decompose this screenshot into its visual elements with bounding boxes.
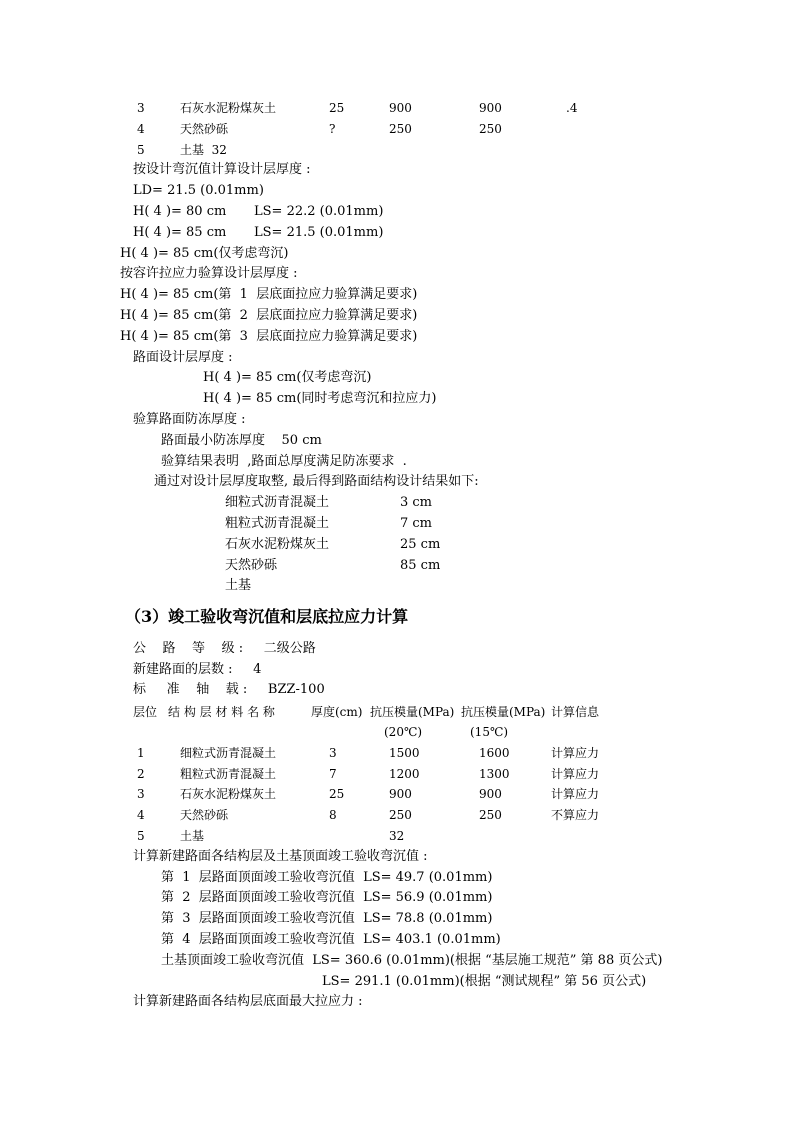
deflection-line: 第 4 层路面顶面竣工验收弯沉值 LS= 403.1 (0.01mm) — [161, 932, 501, 947]
table-cell-modulus-20: 32 — [389, 829, 405, 843]
table-cell-modulus-20: 1500 — [389, 746, 420, 760]
table-cell-thickness: 25 — [329, 787, 345, 801]
table-cell-modulus-15: 900 — [479, 787, 502, 801]
table-cell-index: 1 — [137, 746, 145, 760]
col-header-modulus-20: 抗压模量(MPa) — [370, 705, 455, 719]
trial-thickness: H( 4 )= 85 cm — [133, 225, 227, 240]
tensile-check-heading: 按容许拉应力验算设计层厚度 : — [120, 266, 298, 281]
table-cell-info: 计算应力 — [551, 746, 600, 760]
row-modulus-20: 900 — [389, 101, 412, 115]
col-header-layer: 层位 — [133, 705, 158, 719]
design-thickness-line: H( 4 )= 85 cm(仅考虑弯沉) — [203, 370, 372, 385]
result-material: 石灰水泥粉煤灰土 — [225, 537, 330, 552]
design-deflection-value: LD= 21.5 (0.01mm) — [133, 183, 264, 198]
table-cell-info: 计算应力 — [551, 787, 600, 801]
final-design-intro: 通过对设计层厚度取整, 最后得到路面结构设计结果如下: — [154, 474, 479, 489]
row-index: 4 — [137, 122, 145, 136]
table-cell-index: 4 — [137, 808, 145, 822]
tensile-stress-heading: 计算新建路面各结构层底面最大拉应力 : — [133, 994, 363, 1009]
table-cell-material: 粗粒式沥青混凝土 — [180, 767, 277, 781]
table-cell-modulus-15: 1600 — [479, 746, 510, 760]
trial-deflection: LS= 22.2 (0.01mm) — [254, 204, 384, 219]
result-material: 天然砂砾 — [225, 558, 278, 573]
tensile-check-line: H( 4 )= 85 cm(第 2 层底面拉应力验算满足要求) — [120, 308, 418, 323]
col-header-temp-15: (15℃) — [470, 725, 509, 739]
layer-count: 新建路面的层数 : 4 — [133, 662, 262, 677]
table-cell-index: 5 — [137, 829, 145, 843]
table-cell-material: 土基 — [180, 829, 205, 843]
row-material: 天然砂砾 — [180, 122, 229, 136]
table-cell-modulus-15: 1300 — [479, 767, 510, 781]
table-cell-info: 计算应力 — [551, 767, 600, 781]
table-cell-modulus-20: 900 — [389, 787, 412, 801]
road-grade: 公 路 等 级 : 二级公路 — [133, 641, 316, 656]
frost-check-result: 验算结果表明 ,路面总厚度满足防冻要求 . — [161, 454, 407, 469]
table-cell-modulus-15: 250 — [479, 808, 502, 822]
deflection-line: 第 1 层路面顶面竣工验收弯沉值 LS= 49.7 (0.01mm) — [161, 870, 493, 885]
trial-thickness: H( 4 )= 80 cm — [133, 204, 227, 219]
col-header-material: 结 构 层 材 料 名 称 — [168, 705, 275, 719]
deflection-line: 第 3 层路面顶面竣工验收弯沉值 LS= 78.8 (0.01mm) — [161, 911, 493, 926]
row-modulus-15: 900 — [479, 101, 502, 115]
table-cell-modulus-20: 1200 — [389, 767, 420, 781]
row-modulus-15: 250 — [479, 122, 502, 136]
row-index: 3 — [137, 101, 145, 115]
frost-min-thickness: 路面最小防冻厚度 50 cm — [161, 433, 322, 448]
table-cell-thickness: 3 — [329, 746, 337, 760]
trial-deflection: LS= 21.5 (0.01mm) — [254, 225, 384, 240]
row-thickness: ? — [329, 122, 336, 136]
row-extra: .4 — [566, 101, 578, 115]
col-header-thickness: 厚度(cm) — [311, 705, 363, 719]
tensile-check-line: H( 4 )= 85 cm(第 3 层底面拉应力验算满足要求) — [120, 329, 418, 344]
table-cell-thickness: 8 — [329, 808, 337, 822]
result-thickness: 85 cm — [400, 558, 441, 573]
row-modulus-20: 250 — [389, 122, 412, 136]
col-header-temp-20: (20℃) — [384, 725, 423, 739]
table-cell-modulus-20: 250 — [389, 808, 412, 822]
standard-axle: 标 准 轴 载 : BZZ-100 — [133, 682, 325, 697]
deflection-line: 第 2 层路面顶面竣工验收弯沉值 LS= 56.9 (0.01mm) — [161, 890, 493, 905]
col-header-modulus-15: 抗压模量(MPa) — [461, 705, 546, 719]
row-material: 石灰水泥粉煤灰土 — [180, 101, 277, 115]
result-thickness: 7 cm — [400, 516, 433, 531]
col-header-info: 计算信息 — [551, 705, 600, 719]
subgrade-deflection-line: 土基顶面竣工验收弯沉值 LS= 360.6 (0.01mm)(根据 “基层施工规范” 第 88 页公式) — [161, 953, 663, 968]
row-material: 土基 32 — [180, 143, 227, 157]
result-material: 细粒式沥青混凝土 — [225, 495, 330, 510]
result-material: 土基 — [225, 578, 252, 593]
deflection-result: H( 4 )= 85 cm(仅考虑弯沉) — [120, 246, 289, 261]
subgrade-deflection-line: LS= 291.1 (0.01mm)(根据 “测试规程” 第 56 页公式) — [322, 974, 647, 989]
section-heading: （3）竣工验收弯沉值和层底拉应力计算 — [125, 607, 409, 626]
design-deflection-heading: 按设计弯沉值计算设计层厚度 : — [133, 162, 311, 177]
table-cell-material: 石灰水泥粉煤灰土 — [180, 787, 277, 801]
result-thickness: 3 cm — [400, 495, 433, 510]
table-cell-info: 不算应力 — [551, 808, 600, 822]
table-cell-index: 3 — [137, 787, 145, 801]
design-thickness-heading: 路面设计层厚度 : — [133, 350, 233, 365]
design-thickness-line: H( 4 )= 85 cm(同时考虑弯沉和拉应力) — [203, 391, 437, 406]
row-index: 5 — [137, 143, 145, 157]
row-thickness: 25 — [329, 101, 345, 115]
table-cell-material: 细粒式沥青混凝土 — [180, 746, 277, 760]
result-material: 粗粒式沥青混凝土 — [225, 516, 330, 531]
tensile-check-line: H( 4 )= 85 cm(第 1 层底面拉应力验算满足要求) — [120, 287, 418, 302]
frost-check-heading: 验算路面防冻厚度 : — [133, 412, 246, 427]
result-thickness: 25 cm — [400, 537, 441, 552]
table-cell-index: 2 — [137, 767, 145, 781]
table-cell-thickness: 7 — [329, 767, 337, 781]
deflection-heading: 计算新建路面各结构层及土基顶面竣工验收弯沉值 : — [133, 849, 428, 864]
table-cell-material: 天然砂砾 — [180, 808, 229, 822]
